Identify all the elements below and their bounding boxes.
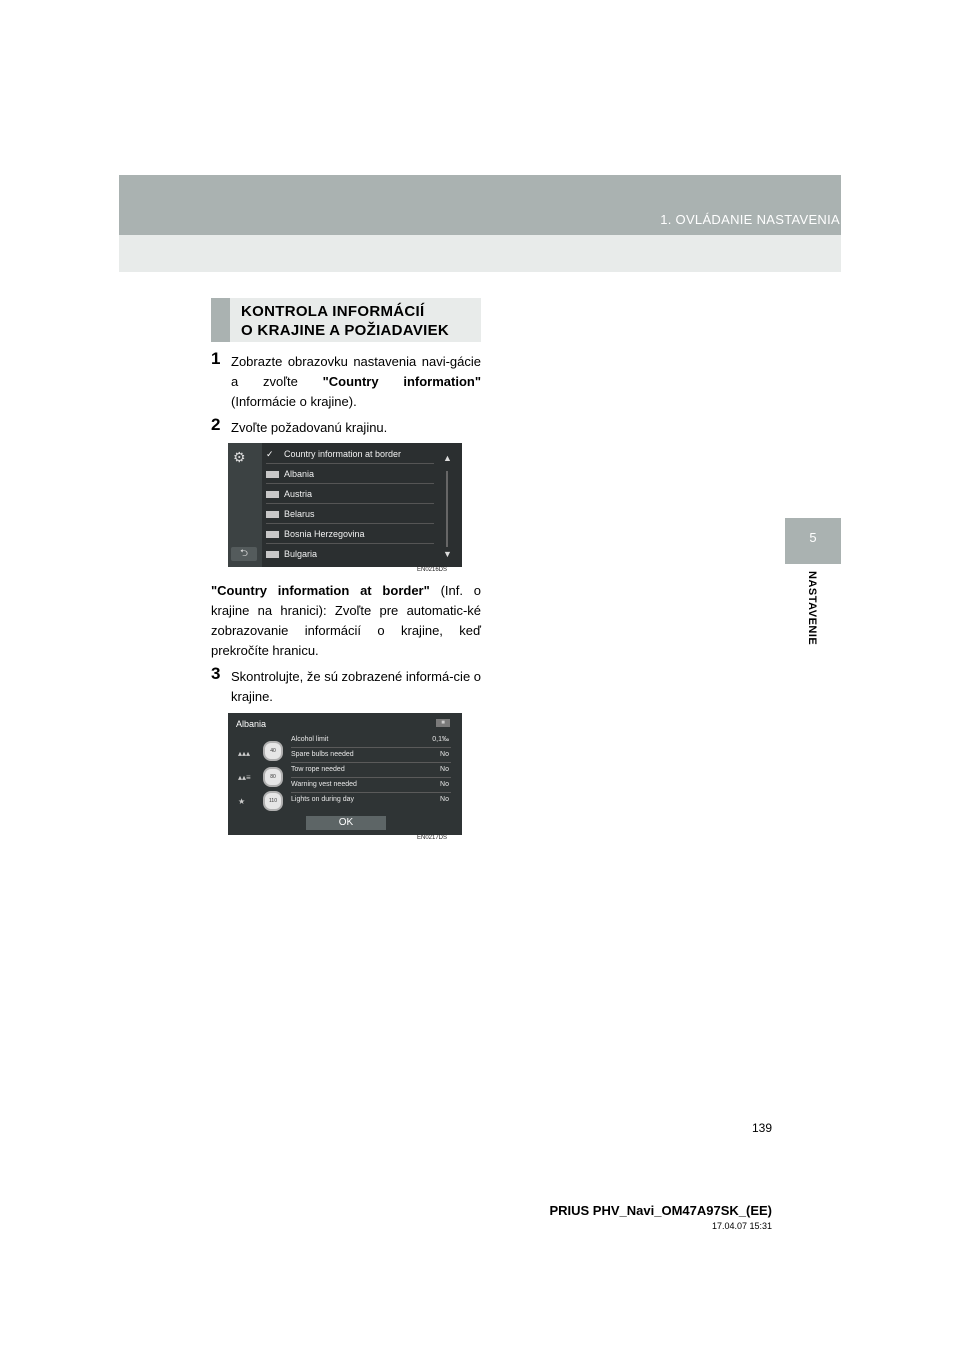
list-item: ✓ Country information at border	[266, 445, 434, 464]
scrollbar	[442, 453, 452, 559]
flag-icon	[266, 511, 279, 518]
flag-icon	[266, 531, 279, 538]
list-item: Belarus	[266, 505, 434, 524]
screen-sidebar	[228, 443, 262, 567]
speed-sign: 80	[263, 767, 283, 787]
country-list-screenshot	[228, 443, 462, 567]
check-icon: ✓	[266, 449, 274, 459]
country-info-screenshot	[228, 713, 462, 835]
step-3: 3 Skontrolujte, že sú zobrazené informá-cie o krajine.	[211, 664, 482, 704]
close-icon: ■	[436, 719, 450, 727]
motorway-icon: ★	[238, 797, 246, 806]
info-row: Warning vest needed No	[291, 778, 451, 793]
section-title: KONTROLA INFORMÁCIÍ O KRAJINE A POŽIADAVIEK	[241, 303, 450, 339]
title-bar-accent	[211, 298, 230, 342]
document-id: PRIUS PHV_Navi_OM47A97SK_(EE)	[549, 1203, 772, 1218]
list-item: Bulgaria	[266, 545, 434, 563]
info-row: Alcohol limit 0,1‰	[291, 733, 451, 748]
flag-icon	[266, 491, 279, 498]
scroll-down-icon: ▼	[443, 549, 452, 559]
city-speed-icon: ▴▴▴	[238, 749, 251, 758]
ok-button: OK	[306, 816, 386, 830]
section-header: 1. OVLÁDANIE NASTAVENIA	[660, 212, 840, 227]
chapter-tab: 5	[785, 518, 841, 564]
info-row: Tow rope needed No	[291, 763, 451, 778]
list-item: Austria	[266, 485, 434, 504]
info-row: Lights on during day No	[291, 796, 449, 803]
step-number: 1	[211, 349, 221, 368]
step-number: 3	[211, 664, 221, 683]
road-speed-icon: ▴▴≡	[238, 773, 251, 782]
screen-title: Albania	[236, 719, 267, 729]
page-number: 139	[751, 1121, 772, 1135]
step-2: 2 Zvoľte požadovanú krajinu.	[211, 415, 388, 435]
settings-gear-icon: ⚙	[233, 449, 246, 465]
list-item: Albania	[266, 465, 434, 484]
speed-sign: 110	[263, 791, 283, 811]
option-description: "Country information at border" (Inf. o krajine na hranici): Zvoľte pre automatic-ké zobrazovanie informácií o krajine, keď prekročíte hranicu.	[211, 583, 481, 658]
flag-icon	[266, 471, 279, 478]
back-button: ⮌	[231, 547, 257, 561]
speed-sign: 40	[263, 741, 283, 761]
figure-code: EN0217DS	[417, 835, 448, 841]
list-item: Bosnia Herzegovina	[266, 525, 434, 544]
print-date: 17.04.07 15:31	[711, 1221, 772, 1231]
section-title-box	[211, 298, 481, 342]
scroll-up-icon: ▲	[443, 453, 452, 463]
chapter-label: NASTAVENIE	[806, 571, 818, 646]
figure-code: EN0216DS	[417, 567, 448, 573]
flag-icon	[266, 551, 279, 558]
info-row: Spare bulbs needed No	[291, 748, 451, 763]
step-number: 2	[211, 415, 221, 434]
step-1: 1 Zobrazte obrazovku nastavenia navi-gácie a zvoľte "Country information" (Informácie o krajine).	[211, 349, 481, 409]
